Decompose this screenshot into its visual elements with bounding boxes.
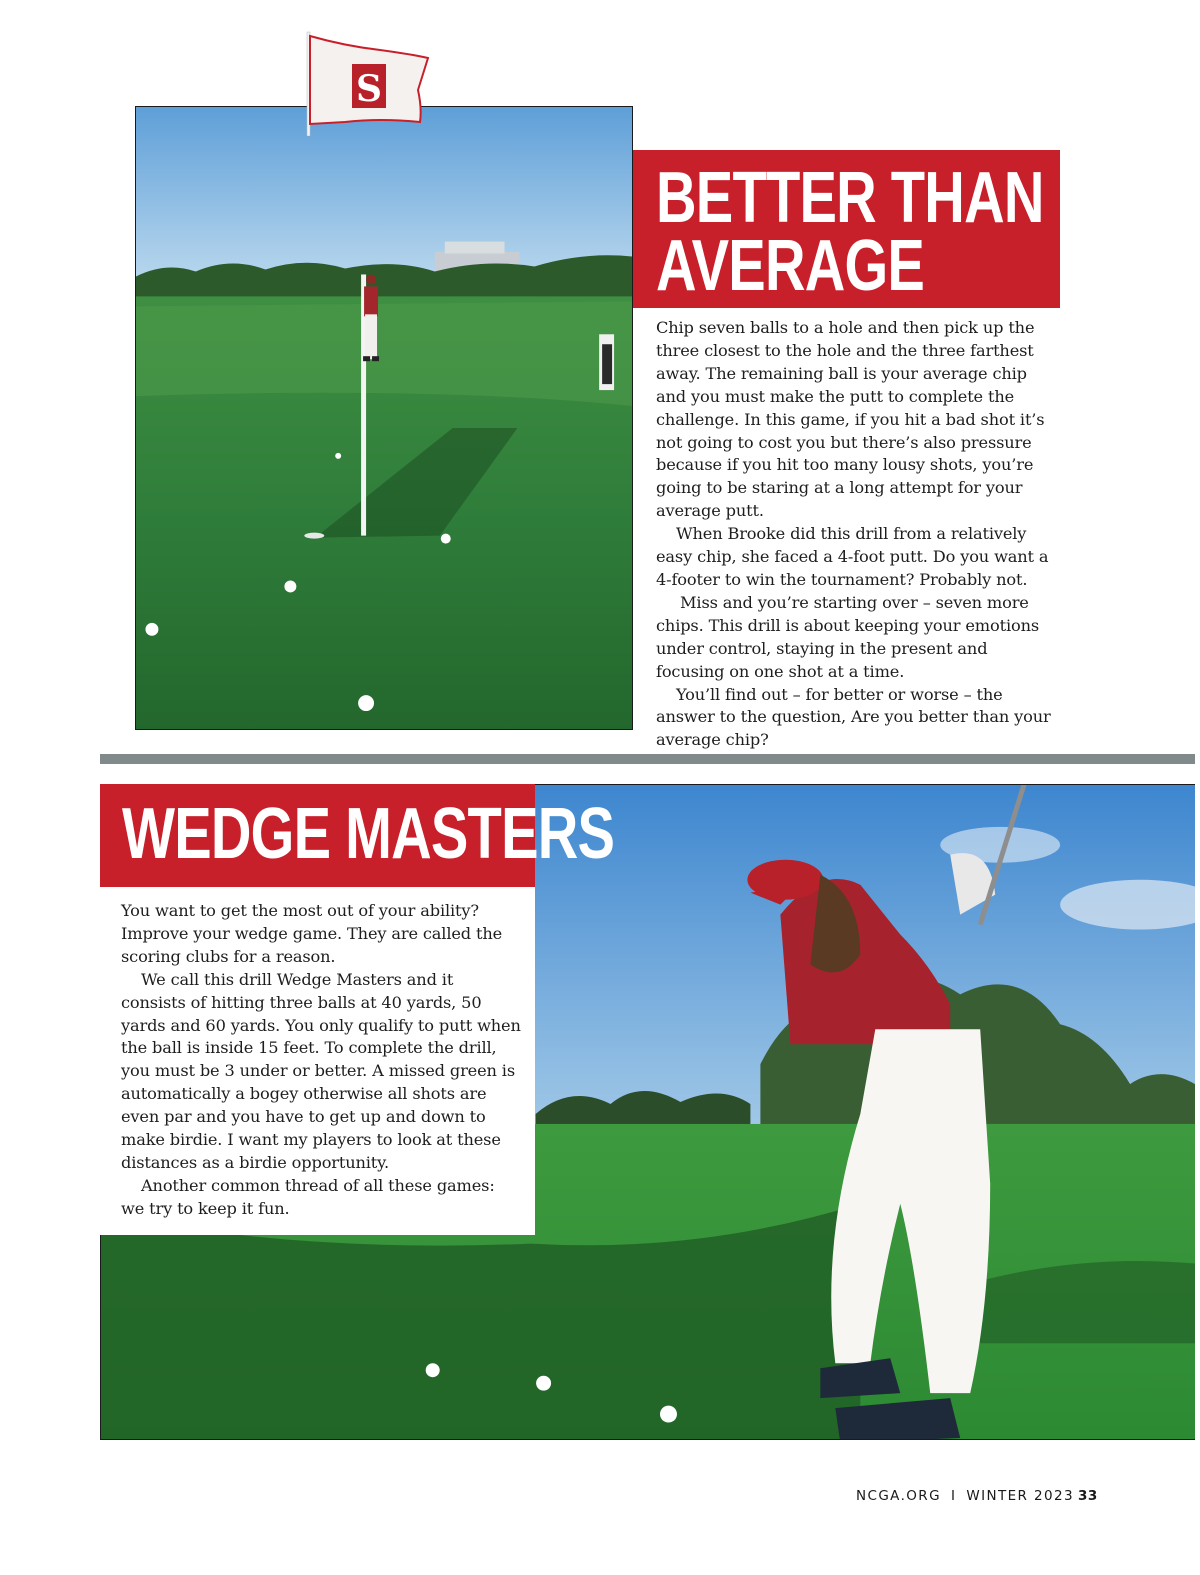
paragraph: We call this drill Wedge Masters and it consists of hitting three balls at 40 yards, 50 yards and 60 yards. You only qualify to putt when the ball is inside 15 feet. To complete the drill, you must be 3 under or better. A missed green is automatically a bogey otherwise all shots are even par and you have to get up and down to make birdie. I want my players to look at these distances as a birdie opportunity.	[121, 969, 521, 1172]
paragraph: Miss and you’re starting over – seven more chips. This drill is about keeping your emotions under control, staying in the present and focusing on one shot at a time.	[656, 592, 1039, 681]
heading-line-1: BETTER THAN	[656, 158, 1044, 238]
footer-separator: I	[950, 1488, 957, 1504]
paragraph: You’ll find out – for better or worse – the answer to the question, Are you better than your average chip?	[656, 684, 1051, 750]
page-footer	[856, 1488, 1098, 1504]
better-than-average-body	[656, 317, 1060, 752]
paragraph: You want to get the most out of your ability? Improve your wedge game. They are called the scoring clubs for a reason.	[121, 901, 503, 966]
paragraph: Another common thread of all these games: we try to keep it fun.	[121, 1175, 495, 1218]
wedge-masters-banner	[100, 784, 615, 887]
wedge-masters-body	[121, 900, 521, 1221]
wedge-masters-heading: WEDGE MASTERS	[122, 794, 615, 874]
flag-logo-letter: S	[356, 68, 382, 110]
better-than-average-banner	[633, 150, 1060, 308]
page-number: 33	[1077, 1488, 1098, 1504]
putting-green-photo	[135, 106, 633, 730]
paragraph: When Brooke did this drill from a relatively easy chip, she faced a 4-foot putt. Do you want a 4-footer to win the tournament? Probably not.	[656, 524, 1049, 589]
paragraph: Chip seven balls to a hole and then pick up the three closest to the hole and the three farthest away. The remaining ball is your average chip and you must make the putt to complete the challenge. In this game, if you hit a bad shot it’s not going to cost you but there’s also pressure because if you hit too many lousy shots, you’re going to be staring at a long attempt for your average putt.	[656, 318, 1045, 521]
stanford-flag	[300, 28, 435, 136]
heading-line-2: AVERAGE	[656, 226, 925, 307]
footer-issue: WINTER 2023	[966, 1488, 1074, 1504]
section-divider	[100, 754, 1195, 764]
footer-site: NCGA.ORG	[856, 1488, 941, 1504]
better-than-average-heading	[656, 158, 1044, 307]
